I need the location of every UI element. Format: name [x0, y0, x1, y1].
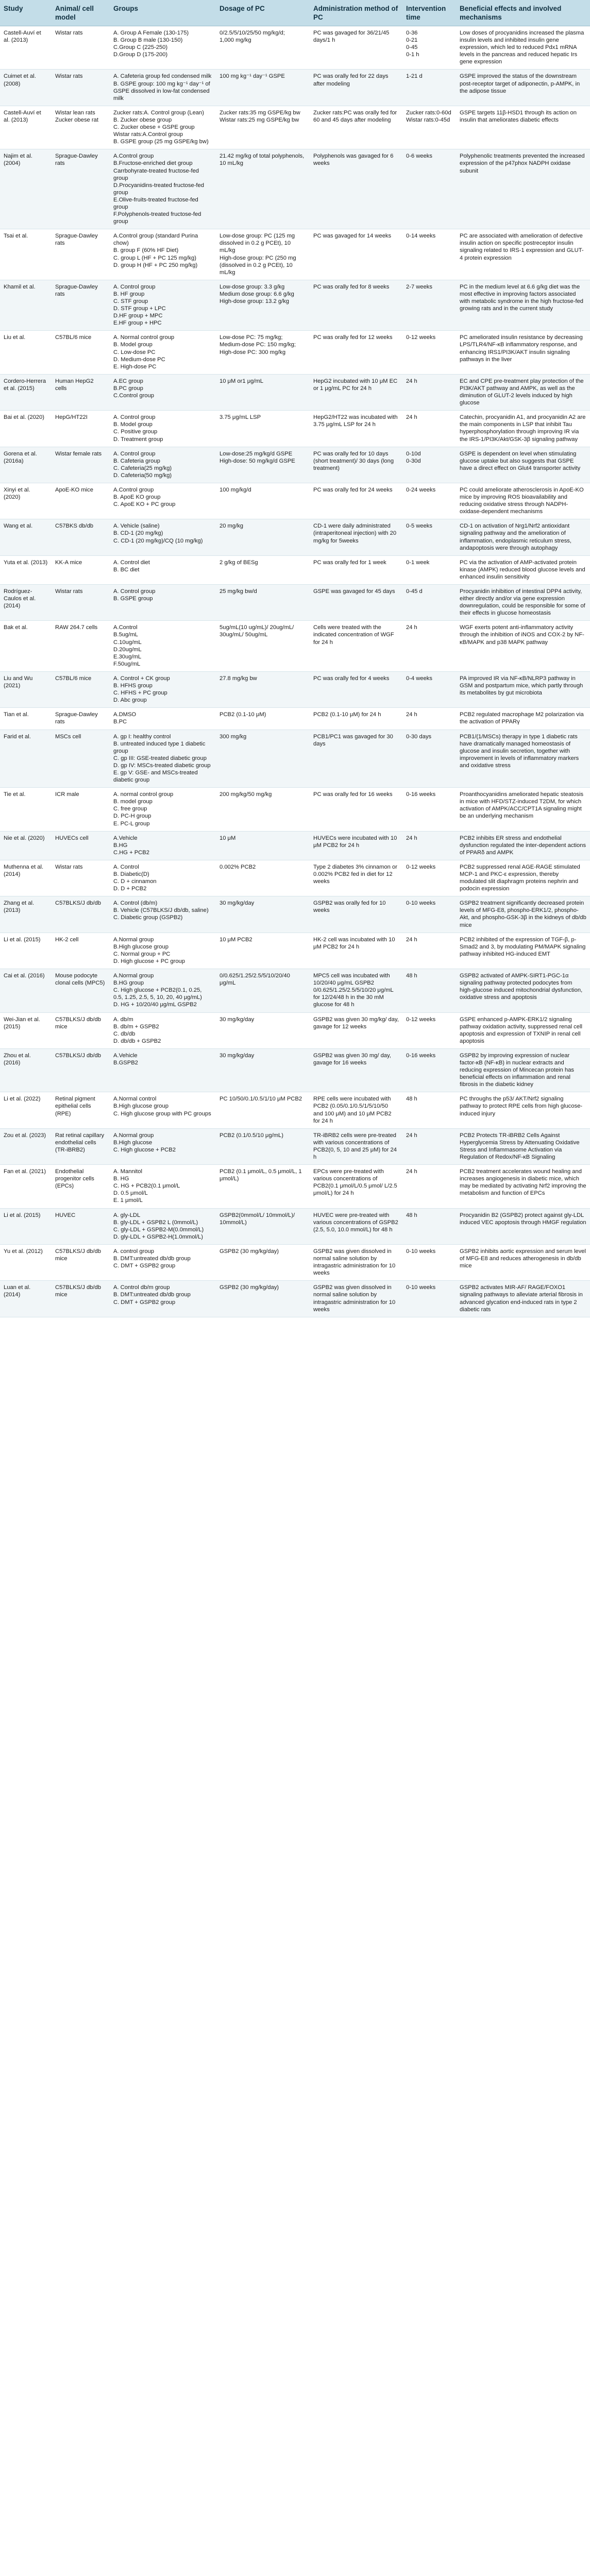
time-cell: 0-1 week [402, 555, 456, 584]
method-cell: GSPB2 was given dissolved in normal saline solution by intragastric administration for 10 weeks [310, 1281, 402, 1317]
groups-cell: A.Vehicle B.HG C.HG + PCB2 [110, 831, 216, 860]
dosage-cell: 300 mg/kg [216, 730, 310, 788]
study-cell: Li et al. (2022) [0, 1092, 52, 1128]
study-cell: Yuta et al. (2013) [0, 555, 52, 584]
groups-cell: A. db/m B. db/m + GSPB2 C. db/db D. db/db + GSPB2 [110, 1012, 216, 1048]
groups-cell: A. Control group B. Model group C. Positive group D. Treatment group [110, 411, 216, 447]
study-cell: Zhang et al. (2013) [0, 896, 52, 933]
study-cell: Liu et al. [0, 331, 52, 374]
study-cell: Cuimet et al. (2008) [0, 70, 52, 106]
groups-cell: A. Control B. Diabetic(D) C. D + cinnamon D. D + PCB2 [110, 860, 216, 896]
time-cell: 0-30 days [402, 730, 456, 788]
effects-cell: GSPB2 treatment significantly decreased protein levels of MFG-E8, phospho-ERK1/2, phospho-Akt, and phospho-GSK-3β in the kidneys of db/db mice [456, 896, 590, 933]
time-cell: 0-12 weeks [402, 331, 456, 374]
table-row [0, 1128, 590, 1164]
model-cell: Retinal pigment epithelial cells (RPE) [52, 1092, 110, 1128]
dosage-cell: 0.002% PCB2 [216, 860, 310, 896]
dosage-cell: 30 mg/kg/day [216, 1012, 310, 1048]
table-row [0, 708, 590, 730]
model-cell: Wistar female rats [52, 447, 110, 483]
study-cell: Li et al. (2015) [0, 1208, 52, 1244]
method-cell: RPE cells were incubated with PCB2 (0.05/0.1/0.5/1/5/10/50 and 100 μM) and 10 μM PCB2 for 24 h [310, 1092, 402, 1128]
groups-cell: A. Control (db/m) B. Vehicle (C57BLKS/J db/db, saline) C. Diabetic group (GSPB2) [110, 896, 216, 933]
time-cell: 24 h [402, 1165, 456, 1208]
groups-cell: A. Vehicle (saline) B. CD-1 (20 mg/kg) C. CD-1 (20 mg/kg)/CQ (10 mg/kg) [110, 519, 216, 555]
effects-cell: GSPB2 inhibits aortic expression and serum level of MFG-E8 and reduces atherogenesis in db/db mice [456, 1244, 590, 1280]
method-cell: EPCs were pre-treated with various concentrations of PCB2(0.1 μmol/L/0.5 μmol/ L/2.5 μmol/L) for 24 h [310, 1165, 402, 1208]
dosage-cell: 10 μM or1 μg/mL [216, 374, 310, 410]
table-row [0, 70, 590, 106]
header-effects-mechanisms: Beneficial effects and involved mechanisms [456, 0, 590, 26]
header-dosage: Dosage of PC [216, 0, 310, 26]
table-row [0, 585, 590, 621]
model-cell: HUVECs cell [52, 831, 110, 860]
table-row [0, 730, 590, 788]
time-cell: 2-7 weeks [402, 280, 456, 331]
header-animal-cell-model: Animal/ cell model [52, 0, 110, 26]
table-row [0, 1092, 590, 1128]
dosage-cell: PC 10/50/0.1/0.5/1/10 μM PCB2 [216, 1092, 310, 1128]
model-cell: ApoE-KO mice [52, 483, 110, 519]
time-cell: 0-5 weeks [402, 519, 456, 555]
model-cell: Rat retinal capillary endothelial cells (TR-iBRB2) [52, 1128, 110, 1164]
time-cell: 48 h [402, 969, 456, 1012]
study-cell: Luan et al. (2014) [0, 1281, 52, 1317]
groups-cell: A. Cafeteria group fed condensed milk B. GSPE group: 100 mg kg⁻¹ day⁻¹ of GSPE dissolved in low-fat condensed milk [110, 70, 216, 106]
time-cell: 0-10 weeks [402, 896, 456, 933]
model-cell: Human HepG2 cells [52, 374, 110, 410]
method-cell: HUVEC were pre-treated with various concentrations of GSPB2 (2.5, 5.0, 10.0 mmol/L) for 48 h [310, 1208, 402, 1244]
time-cell: 24 h [402, 374, 456, 410]
dosage-cell: Low-dose group: PC (125 mg dissolved in 0.2 g PCEt), 10 mL/kg High-dose group: PC (250 mg (dissolved in 0.2 g PCEt), 10 mL/kg [216, 229, 310, 280]
effects-cell: GSPB2 activated of AMPK-SIRT1-PGC-1α signaling pathway protected podocytes from high-glucose induced mitochondrial dysfunction, oxidative stress and apoptosis [456, 969, 590, 1012]
method-cell: PC was gavaged for 14 weeks [310, 229, 402, 280]
groups-cell: A. Control diet B. BC diet [110, 555, 216, 584]
effects-cell: GSPE is dependent on level when stimulating glucose uptake but also suggests that GSPE have a direct effect on Glut4 transporter activity [456, 447, 590, 483]
time-cell: 48 h [402, 1092, 456, 1128]
effects-cell: PC via the activation of AMP-activated protein kinase (AMPK) reduced blood glucose levels and enhanced insulin sensitivity [456, 555, 590, 584]
groups-cell: A. Control + CK group B. HFHS group C. HFHS + PC group D. Abc group [110, 671, 216, 707]
table-row [0, 1165, 590, 1208]
method-cell: PC was orally fed for 24 weeks [310, 483, 402, 519]
effects-cell: PCB2 suppressed renal AGE-RAGE stimulated MCP-1 and PKC-ε expression, thereby modulated slit diaphragm proteins nephrin and podocin expression [456, 860, 590, 896]
time-cell: 0-24 weeks [402, 483, 456, 519]
groups-cell: A.Vehicle B.GSPB2 [110, 1048, 216, 1092]
effects-cell: PCB2 inhibited of the expression of TGF-β, p-Smad2 and 3, by modulating PM/MAPK signaling pathway inhibited HG-induced EMT [456, 933, 590, 969]
effects-cell: PC in the medium level at 6.6 g/kg diet was the most effective in improving factors associated with metabolic syndrome in the high fructose-fed growing rats and in the current study [456, 280, 590, 331]
groups-cell: A.Normal group B.HG group C. High glucose + PCB2(0.1, 0.25, 0.5, 1.25, 2.5, 5, 10, 20, 40 μg/mL) D. HG + 10/20/40 μg/mL GSPB2 [110, 969, 216, 1012]
dosage-cell: Low-dose group: 3.3 g/kg Medium dose group: 6.6 g/kg High-dose group: 13.2 g/kg [216, 280, 310, 331]
table-row [0, 280, 590, 331]
model-cell: C57BLKS/J db/db mice [52, 1244, 110, 1280]
groups-cell: A. gly-LDL B. gly-LDL + GSPB2 L (0mmol/L) C. gly-LDL + GSPB2-M(0.0mmol/L) D. gly-LDL + GSPB2-H(1.0mmol/L) [110, 1208, 216, 1244]
effects-cell: PCB2 Protects TR-iBRB2 Cells Against Hyperglycemia Stress by Attenuating Oxidative Stress and Inflammasome Activation via Regulation of Redox/NF-κB Signaling [456, 1128, 590, 1164]
model-cell: Wistar rats [52, 70, 110, 106]
groups-cell: A. Control group B. GSPE group [110, 585, 216, 621]
study-cell: Xinyi et al. (2020) [0, 483, 52, 519]
table-row [0, 788, 590, 831]
dosage-cell: 20 mg/kg [216, 519, 310, 555]
groups-cell: A.Control B.5ug/mL C.10ug/mL D.20ug/mL E.30ug/mL F.50ug/mL [110, 621, 216, 672]
dosage-cell: PCB2 (0.1 μmol/L, 0.5 μmol/L, 1 μmol/L) [216, 1165, 310, 1208]
method-cell: GSPB2 was given 30 mg/ day, gavage for 16 weeks [310, 1048, 402, 1092]
study-cell: Najim et al. (2004) [0, 149, 52, 229]
table-row [0, 374, 590, 410]
study-cell: Yu et al. (2012) [0, 1244, 52, 1280]
effects-cell: Procyanidin B2 (GSPB2) protect against gly-LDL induced VEC apoptosis through HMGF regulation [456, 1208, 590, 1244]
study-cell: Rodríguez-Caulos et al. (2014) [0, 585, 52, 621]
time-cell: 0-10d 0-30d [402, 447, 456, 483]
groups-cell: A.Control group B.Fructose-enriched diet group Carrbohyrate-treated fructose-fed group D.Procyanidins-treated fructose-fed group E.Olive-fruits-treated fructose-fed group F.Polyphenols-treated fructose-fed group [110, 149, 216, 229]
study-cell: Li et al. (2015) [0, 933, 52, 969]
groups-cell: A.Control group B. ApoE KO group C. ApoE KO + PC group [110, 483, 216, 519]
time-cell: 0-12 weeks [402, 1012, 456, 1048]
method-cell: Type 2 diabetes 3% cinnamon or 0.002% PCB2 fed in diet for 12 weeks [310, 860, 402, 896]
table-row [0, 1281, 590, 1317]
study-cell: Cordero-Herrera et al. (2015) [0, 374, 52, 410]
dosage-cell: 27.8 mg/kg bw [216, 671, 310, 707]
study-cell: Zou et al. (2023) [0, 1128, 52, 1164]
time-cell: 24 h [402, 621, 456, 672]
table-body [0, 26, 590, 1317]
model-cell: C57BLKS/J db/db mice [52, 1012, 110, 1048]
study-cell: Fan et al. (2021) [0, 1165, 52, 1208]
groups-cell: A. Normal control group B. Model group C. Low-dose PC D. Medium-dose PC E. High-dose PC [110, 331, 216, 374]
groups-cell: A. Control group B. Cafeteria group C. Cafeteria(25 mg/kg) D. Cafeteria(50 mg/kg) [110, 447, 216, 483]
study-cell: Khamil et al. [0, 280, 52, 331]
effects-cell: PA improved IR via NF-κB/NLRP3 pathway in GSM and postpartum mice, which partly through its metabolites by gut microbiota [456, 671, 590, 707]
dosage-cell: 21.42 mg/kg of total polyphenols, 10 mL/kg [216, 149, 310, 229]
study-cell: Cai et al. (2016) [0, 969, 52, 1012]
study-cell: Liu and Wu (2021) [0, 671, 52, 707]
header-row [0, 0, 590, 26]
effects-cell: GSPE targets 11β-HSD1 through its action on insulin that ameliorates diabetic effects [456, 106, 590, 149]
method-cell: Cells were treated with the indicated concentration of WGF for 24 h [310, 621, 402, 672]
method-cell: GSPB2 was given dissolved in normal saline solution by intragastric administration for 10 weeks [310, 1244, 402, 1280]
dosage-cell: GSPB2 (30 mg/kg/day) [216, 1281, 310, 1317]
header-groups: Groups [110, 0, 216, 26]
table-row [0, 229, 590, 280]
study-cell: Farid et al. [0, 730, 52, 788]
groups-cell: A.Control group (standard Purina chow) B. group F (60% HF Diet) C. group L (HF + PC 125 mg/kg) D. group H (HF + PC 250 mg/kg) [110, 229, 216, 280]
model-cell: ICR male [52, 788, 110, 831]
groups-cell: A. gp I: healthy control B. untreated induced type 1 diabetic group C. gp III: GSE-treated diabetic group D. gp IV: MSCs-treated diabetic group E. gp V: GSE- and MSCs-treated diabetic group [110, 730, 216, 788]
model-cell: HK-2 cell [52, 933, 110, 969]
groups-cell: A. normal control group B. model group C. free group D. PC-H group E. PC-L group [110, 788, 216, 831]
method-cell: PCB1/PC1 was gavaged for 30 days [310, 730, 402, 788]
dosage-cell: GSPB2(0mmol/L/ 10mmol/L)/ 10mmol/L) [216, 1208, 310, 1244]
method-cell: PC was orally fed for 10 days (short treatment)/ 30 days (long treatment) [310, 447, 402, 483]
model-cell: C57BL/6 mice [52, 671, 110, 707]
model-cell: KK-A mice [52, 555, 110, 584]
effects-cell: PC ameliorated insulin resistance by decreasing LPS/TLR4/NF-κB inflammatory response, and enhancing IRS1/PI3K/AKT insulin signaling pathways in the liver [456, 331, 590, 374]
groups-cell: A.DMSO B.PC [110, 708, 216, 730]
time-cell: 24 h [402, 708, 456, 730]
method-cell: PC was orally fed for 16 weeks [310, 788, 402, 831]
time-cell: Zucker rats:0-60d Wistar rats:0-45d [402, 106, 456, 149]
time-cell: 0-36 0-21 0-45 0-1 h [402, 26, 456, 70]
table-row [0, 519, 590, 555]
method-cell: HUVECs were incubated with 10 μM PCB2 for 24 h [310, 831, 402, 860]
study-cell: Tie et al. [0, 788, 52, 831]
effects-cell: PCB2 treatment accelerates wound healing and increases angiogenesis in diabetic mice, which may be mediated by activating Nrf2 improving the metabolism and function of EPCs [456, 1165, 590, 1208]
method-cell: PCB2 (0.1-10 μM) for 24 h [310, 708, 402, 730]
groups-cell: A.Normal control B.High glucose group C. High glucose group with PC groups [110, 1092, 216, 1128]
groups-cell: A. control group B. DMT:untreated db/db group C. DMT + GSPB2 group [110, 1244, 216, 1280]
table-row [0, 1244, 590, 1280]
table-row [0, 933, 590, 969]
method-cell: PC was orally fed for 1 week [310, 555, 402, 584]
table-row [0, 1048, 590, 1092]
dosage-cell: PCB2 (0.1-10 μM) [216, 708, 310, 730]
groups-cell: A. Group A Female (130-175) B. Group B male (130-150) C.Group C (225-250) D.Group D (175-200) [110, 26, 216, 70]
dosage-cell: GSPB2 (30 mg/kg/day) [216, 1244, 310, 1280]
time-cell: 0-16 weeks [402, 1048, 456, 1092]
table-row [0, 671, 590, 707]
dosage-cell: Low-dose:25 mg/kg/d GSPE High-dose: 50 mg/kg/d GSPE [216, 447, 310, 483]
table-row [0, 26, 590, 70]
table-row [0, 831, 590, 860]
method-cell: PC was orally fed for 8 weeks [310, 280, 402, 331]
table-row [0, 860, 590, 896]
dosage-cell: 10 μM PCB2 [216, 933, 310, 969]
effects-cell: EC and CPE pre-treatment play protection of the PI3K/AKT pathway and AMPK, as well as the diminution of GLUT-2 levels induced by high glucose [456, 374, 590, 410]
effects-cell: PCB2 regulated macrophage M2 polarization via the activation of PPARγ [456, 708, 590, 730]
table-row [0, 483, 590, 519]
time-cell: 24 h [402, 831, 456, 860]
header-administration-method: Administration method of PC [310, 0, 402, 26]
method-cell: PC was orally fed for 4 weeks [310, 671, 402, 707]
effects-cell: PC could ameliorate atherosclerosis in ApoE-KO mice by improving ROS bioavailability and reducing oxidative stress through NADPH-oxidase-dependent mechanisms [456, 483, 590, 519]
method-cell: PC was gavaged for 36/21/45 days/1 h [310, 26, 402, 70]
effects-cell: GSPE enhanced p-AMPK-ERK1/2 signaling pathway oxidation activity, suppressed renal cell apoptosis and expression of TXNIP in renal cell apoptosis [456, 1012, 590, 1048]
model-cell: Sprague-Dawley rats [52, 229, 110, 280]
dosage-cell: 0/2.5/5/10/25/50 mg/kg/d; 1,000 mg/kg [216, 26, 310, 70]
study-cell: Tsai et al. [0, 229, 52, 280]
study-cell: Tian et al. [0, 708, 52, 730]
table-row [0, 621, 590, 672]
effects-cell: WGF exerts potent anti-inflammatory activity through the inhibition of iNOS and COX-2 by NF-κB/MAPK and p38 MAPK pathway [456, 621, 590, 672]
dosage-cell: 30 mg/kg/day [216, 896, 310, 933]
effects-cell: Procyanidin inhibition of intestinal DPP4 activity, either directly and/or via gene expression downregulation, could be responsible for some of their effects in glucose homeostasis [456, 585, 590, 621]
time-cell: 0-14 weeks [402, 229, 456, 280]
time-cell: 0-10 weeks [402, 1281, 456, 1317]
groups-cell: A. Mannitol B. HG C. HG + PCB2(0.1 μmol/L D. 0.5 μmol/L E. 1 μmol/L [110, 1165, 216, 1208]
method-cell: PC was orally fed for 22 days after modeling [310, 70, 402, 106]
groups-cell: A. Control group B. HF group C. STF group D. STF group + LPC D.HF group + MPC E.HF group + HPC [110, 280, 216, 331]
time-cell: 24 h [402, 933, 456, 969]
dosage-cell: 25 mg/kg bw/d [216, 585, 310, 621]
effects-cell: GSPB2 activates MIR-AF/ RAGE/FOXO1 signaling pathways to alleviate arterial fibrosis in advanced glycation end-induced rats in type 2 diabetic rats [456, 1281, 590, 1317]
model-cell: HUVEC [52, 1208, 110, 1244]
method-cell: HepG2 incubated with 10 μM EC or 1 μg/mL PC for 24 h [310, 374, 402, 410]
time-cell: 0-12 weeks [402, 860, 456, 896]
table-row [0, 149, 590, 229]
model-cell: Sprague-Dawley rats [52, 149, 110, 229]
effects-cell: Catechin, procyanidin A1, and procyanidin A2 are the main components in LSP that inhibit Tau hyperphosphorylation through improving IR via the IRS-1/PI3K/Akt/GSK-3β signaling pathway [456, 411, 590, 447]
time-cell: 0-6 weeks [402, 149, 456, 229]
table-row [0, 555, 590, 584]
time-cell: 24 h [402, 1128, 456, 1164]
model-cell: Wistar lean rats Zucker obese rat [52, 106, 110, 149]
dosage-cell: 100 mg/kg/d [216, 483, 310, 519]
model-cell: C57BLKS/J db/db mice [52, 1281, 110, 1317]
table-row [0, 106, 590, 149]
method-cell: Polyphenols was gavaged for 6 weeks [310, 149, 402, 229]
table-row [0, 896, 590, 933]
study-cell: Muthenna et al. (2014) [0, 860, 52, 896]
dosage-cell: Zucker rats:35 mg GSPE/kg bw Wistar rats:25 mg GSPE/kg bw [216, 106, 310, 149]
effects-cell: PCB2 inhibits ER stress and endothelial dysfunction regulated the inter-dependent actions of PPARδ and AMPK [456, 831, 590, 860]
study-cell: Wang et al. [0, 519, 52, 555]
study-cell: Castell-Auví et al. (2013) [0, 26, 52, 70]
model-cell: C57BLKS/J db/db [52, 896, 110, 933]
effects-cell: CD-1 on activation of Nrg1/Nrf2 antioxidant signaling pathway and the amelioration of inflammation, endoplasmic reticulum stress, andapoptosis were through autophagy [456, 519, 590, 555]
effects-cell: GSPE improved the status of the downstream post-receptor target of adiponectin, p-AMPK, in the adipose tissue [456, 70, 590, 106]
groups-cell: A. Control db/m group B. DMT:untreated db/db group C. DMT + GSPB2 group [110, 1281, 216, 1317]
dosage-cell: 5ug/mL(10 ug/mL)/ 20ug/mL/ 30ug/mL/ 50ug/mL [216, 621, 310, 672]
study-cell: Gorena et al. (2016a) [0, 447, 52, 483]
model-cell: Mouse podocyte clonal cells (MPC5) [52, 969, 110, 1012]
model-cell: Wistar rats [52, 585, 110, 621]
dosage-cell: PCB2 (0.1/0.5/10 μg/mL) [216, 1128, 310, 1164]
model-cell: C57BL/6 mice [52, 331, 110, 374]
effects-cell: GSPB2 by improving expression of nuclear factor-κB (NF-κB) in nuclear extracts and reducing expression of Mincecan protein has beneficial effects on inflammation and renal fibrosis in the diabetic kidney [456, 1048, 590, 1092]
dosage-cell: Low-dose PC: 75 mg/kg; Medium-dose PC: 150 mg/kg; High-dose PC: 300 mg/kg [216, 331, 310, 374]
method-cell: HK-2 cell was incubated with 10 μM PCB2 for 24 h [310, 933, 402, 969]
dosage-cell: 100 mg kg⁻¹ day⁻¹ GSPE [216, 70, 310, 106]
model-cell: HepG/HT22I [52, 411, 110, 447]
method-cell: TR-iBRB2 cells were pre-treated with various concentrations of PCB2(0, 5, 10 and 25 μM) for 24 h [310, 1128, 402, 1164]
groups-cell: Zucker rats:A. Control group (Lean) B. Zucker obese group C. Zucker obese + GSPE group Wistar rats:A.Control group B. GSPE group (25 mg GSPE/kg bw) [110, 106, 216, 149]
model-cell: Sprague-Dawley rats [52, 708, 110, 730]
table-row [0, 1012, 590, 1048]
dosage-cell: 30 mg/kg/day [216, 1048, 310, 1092]
study-cell: Bak et al. [0, 621, 52, 672]
table-row [0, 969, 590, 1012]
time-cell: 48 h [402, 1208, 456, 1244]
header-study: Study [0, 0, 52, 26]
study-cell: Zhou et al. (2016) [0, 1048, 52, 1092]
effects-cell: Polyphenolic treatments prevented the increased expression of the p47phox NADPH oxidase subunit [456, 149, 590, 229]
method-cell: HepG2/HT22 was incubated with 3.75 μg/mL LSP for 24 h [310, 411, 402, 447]
method-cell: PC was orally fed for 12 weeks [310, 331, 402, 374]
method-cell: GSPB2 was given 30 mg/kg/ day, gavage for 12 weeks [310, 1012, 402, 1048]
groups-cell: A.Normal group B.High glucose C. High glucose + PCB2 [110, 1128, 216, 1164]
dosage-cell: 10 μM [216, 831, 310, 860]
dosage-cell: 200 mg/kg/50 mg/kg [216, 788, 310, 831]
model-cell: MSCs cell [52, 730, 110, 788]
model-cell: RAW 264.7 cells [52, 621, 110, 672]
time-cell: 24 h [402, 411, 456, 447]
header-intervention-time: Intervention time [402, 0, 456, 26]
model-cell: Wistar rats [52, 860, 110, 896]
model-cell: C57BKS db/db [52, 519, 110, 555]
time-cell: 1-21 d [402, 70, 456, 106]
effects-cell: PCB1/(1/MSCs) therapy in type 1 diabetic rats have dramatically managed homeostasis of glucose and insulin secretion, together with improvement in levels of inflammatory markers and oxidative stress [456, 730, 590, 788]
table-row [0, 411, 590, 447]
method-cell: CD-1 were daily administrated (intraperitoneal injection) with 20 mg/kg for 5weeks [310, 519, 402, 555]
effects-cell: PC throughs the p53/ AKT/Nrf2 signaling pathway to protect RPE cells from high glucose-induced injury [456, 1092, 590, 1128]
study-cell: Bai et al. (2020) [0, 411, 52, 447]
time-cell: 0-10 weeks [402, 1244, 456, 1280]
groups-cell: A.Normal group B.High glucose group C. Normal group + PC D. High glucose + PC group [110, 933, 216, 969]
model-cell: Endothelial progenitor cells (EPCs) [52, 1165, 110, 1208]
dosage-cell: 2 g/kg of BESg [216, 555, 310, 584]
method-cell: MPC5 cell was incubated with 10/20/40 μg/mL GSPB2 0/0.625/1.25/2.5/5/10/20 μg/mL for 12/24/48 h in the 30 mM glucose for 48 h [310, 969, 402, 1012]
dosage-cell: 0/0.625/1.25/2.5/5/10/20/40 μg/mL [216, 969, 310, 1012]
model-cell: C57BLKS/J db/db [52, 1048, 110, 1092]
groups-cell: A.EC group B.PC group C.Control group [110, 374, 216, 410]
time-cell: 0-45 d [402, 585, 456, 621]
method-cell: GSPE was gavaged for 45 days [310, 585, 402, 621]
model-cell: Sprague-Dawley rats [52, 280, 110, 331]
method-cell: Zucker rats:PC was orally fed for 60 and 45 days after modeling [310, 106, 402, 149]
dosage-cell: 3.75 μg/mL LSP [216, 411, 310, 447]
study-cell: Nie et al. (2020) [0, 831, 52, 860]
model-cell: Wistar rats [52, 26, 110, 70]
study-cell: Wei-Jian et al. (2015) [0, 1012, 52, 1048]
time-cell: 0-16 weeks [402, 788, 456, 831]
effects-cell: Proanthocyanidins ameliorated hepatic steatosis in mice with HFD/STZ-induced T2DM, for which activation of AMPK/ACC/CPT1A signaling might be an underlying mechanism [456, 788, 590, 831]
table-row [0, 331, 590, 374]
table-header [0, 0, 590, 26]
effects-cell: PC are associated with amelioration of defective insulin action on specific postreceptor insulin signaling related to IRS-1 expression and GLUT-4 protein expression [456, 229, 590, 280]
table-row [0, 447, 590, 483]
effects-cell: Low doses of procyanidins increased the plasma insulin levels and inhibited insulin gene expression, which led to reduced Pdx1 mRNA levels in the pancreas and reduced hepatic Irs gene expression [456, 26, 590, 70]
table-row [0, 1208, 590, 1244]
study-cell: Castell-Auví et al. (2013) [0, 106, 52, 149]
method-cell: GSPB2 was orally fed for 10 weeks [310, 896, 402, 933]
time-cell: 0-4 weeks [402, 671, 456, 707]
